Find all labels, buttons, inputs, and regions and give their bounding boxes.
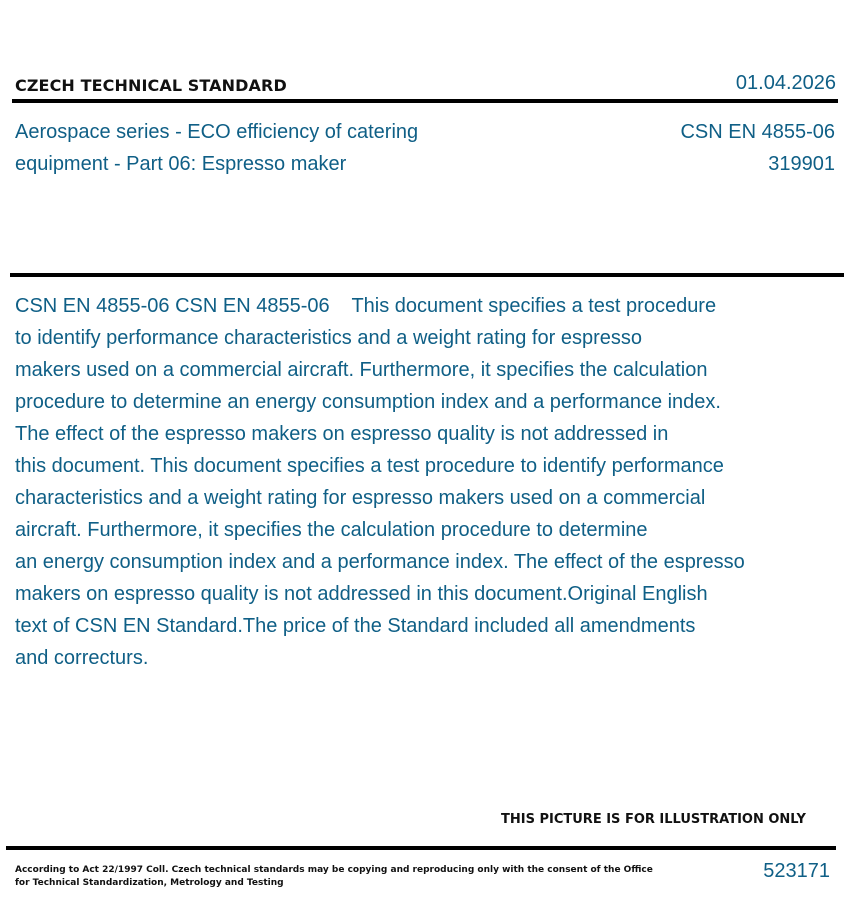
document-title-line: equipment - Part 06: Espresso maker: [15, 153, 347, 175]
top-divider: [12, 99, 838, 103]
standard-code: CSN EN 4855-06: [680, 121, 835, 143]
abstract-line: makers used on a commercial aircraft. Furthermore, it specifies the calculation: [15, 359, 708, 381]
abstract-line: to identify performance characteristics and a weight rating for espresso: [15, 327, 642, 349]
abstract-line: procedure to determine an energy consumption index and a performance index.: [15, 391, 721, 413]
abstract-line: this document. This document specifies a test procedure to identify performance: [15, 455, 724, 477]
abstract-line: makers on espresso quality is not addressed in this document.Original English: [15, 583, 708, 605]
legal-notice-line: According to Act 22/1997 Coll. Czech technical standards may be copying and reproducing only with the consent of the Office: [15, 865, 653, 875]
abstract-line: CSN EN 4855-06 CSN EN 4855-06 This document specifies a test procedure: [15, 295, 717, 317]
legal-notice: [15, 864, 653, 890]
abstract-text: [15, 290, 815, 674]
document-identifiers: [680, 116, 835, 180]
standard-header-title: CZECH TECHNICAL STANDARD: [15, 76, 287, 95]
abstract-line: text of CSN EN Standard.The price of the Standard included all amendments: [15, 615, 696, 637]
abstract-line: The effect of the espresso makers on espresso quality is not addressed in: [15, 423, 669, 445]
bottom-divider: [6, 846, 836, 850]
illustration-note: THIS PICTURE IS FOR ILLUSTRATION ONLY: [501, 812, 806, 827]
document-title: [15, 116, 535, 180]
middle-divider: [10, 273, 844, 277]
abstract-line: and correcturs.: [15, 647, 149, 669]
publication-date: 01.04.2026: [735, 72, 836, 94]
legal-notice-line: for Technical Standardization, Metrology and Testing: [15, 878, 284, 888]
footer-code: 523171: [763, 860, 830, 882]
abstract-line: aircraft. Furthermore, it specifies the calculation procedure to determine: [15, 519, 648, 541]
catalog-number: 319901: [768, 153, 835, 175]
abstract-line: an energy consumption index and a performance index. The effect of the espresso: [15, 551, 745, 573]
abstract-line: characteristics and a weight rating for espresso makers used on a commercial: [15, 487, 706, 509]
document-title-line: Aerospace series - ECO efficiency of catering: [15, 121, 419, 143]
